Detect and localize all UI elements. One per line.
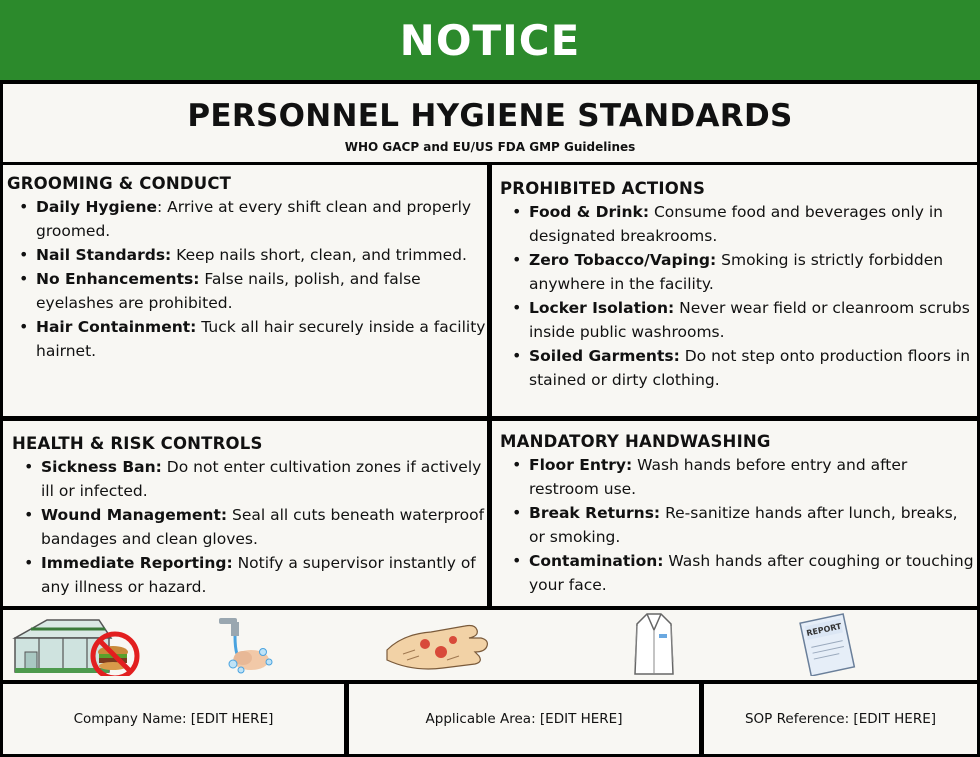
section-grooming [3,165,487,416]
section-title: MANDATORY HANDWASHING [500,432,771,451]
list-item: • Immediate Reporting: Notify a supervisor instantly of any illness or hazard. [12,551,487,599]
notice-banner [0,0,980,80]
sop-reference-text: SOP Reference: [EDIT HERE] [744,711,937,727]
applicable-area-text: Applicable Area: [EDIT HERE] [425,711,623,727]
section-title: GROOMING & CONDUCT [7,174,232,193]
handwashing-icon [213,614,283,676]
section-title: HEALTH & RISK CONTROLS [12,434,263,453]
list-item: • Contamination: Wash hands after coughing or touching your face. [500,549,977,597]
list-item: • Soiled Garments: Do not step onto production floors in stained or dirty clothing. [500,344,977,392]
footer-company-name[interactable] [3,684,344,754]
list-item: • Nail Standards: Keep nails short, clean, and trimmed. [7,243,487,267]
list-item: • Sickness Ban: Do not enter cultivation zones if actively ill or infected. [12,455,487,503]
report-icon-label: REPORT [805,621,843,638]
prohibited-list [500,200,977,392]
greenhouse-no-food-icon [11,614,145,676]
list-item: • Hair Containment: Tuck all hair securely inside a facility hairnet. [7,315,487,363]
lab-coat-icon [633,612,675,678]
section-prohibited [492,165,977,416]
list-item: • Floor Entry: Wash hands before entry and after restroom use. [500,453,977,501]
list-item: • Zero Tobacco/Vaping: Smoking is strictly forbidden anywhere in the facility. [500,248,977,296]
injured-hand-icon [383,616,493,674]
company-name-text: Company Name: [EDIT HERE] [73,711,274,727]
section-title: PROHIBITED ACTIONS [500,179,706,198]
health-list [12,455,487,599]
footer-applicable-area[interactable] [349,684,699,754]
list-item: • No Enhancements: False nails, polish, and false eyelashes are prohibited. [7,267,487,315]
list-item: • Locker Isolation: Never wear field or cleanroom scrubs inside public washrooms. [500,296,977,344]
footer-sop-reference[interactable] [704,684,977,754]
handwashing-list [500,453,977,597]
notice-title: NOTICE [399,15,581,65]
report-icon [795,612,859,676]
icon-strip [3,610,977,680]
section-handwashing [492,421,977,606]
title-panel [3,84,977,162]
page-subtitle: WHO GACP and EU/US FDA GMP Guidelines [344,140,636,154]
list-item: • Wound Management: Seal all cuts beneath waterproof bandages and clean gloves. [12,503,487,551]
list-item: • Food & Drink: Consume food and beverages only in designated breakrooms. [500,200,977,248]
section-health [3,421,487,606]
page-title: PERSONNEL HYGIENE STANDARDS [187,98,793,134]
list-item: • Break Returns: Re-sanitize hands after lunch, breaks, or smoking. [500,501,977,549]
grooming-list [7,195,487,363]
list-item: • Daily Hygiene: Arrive at every shift clean and properly groomed. [7,195,487,243]
